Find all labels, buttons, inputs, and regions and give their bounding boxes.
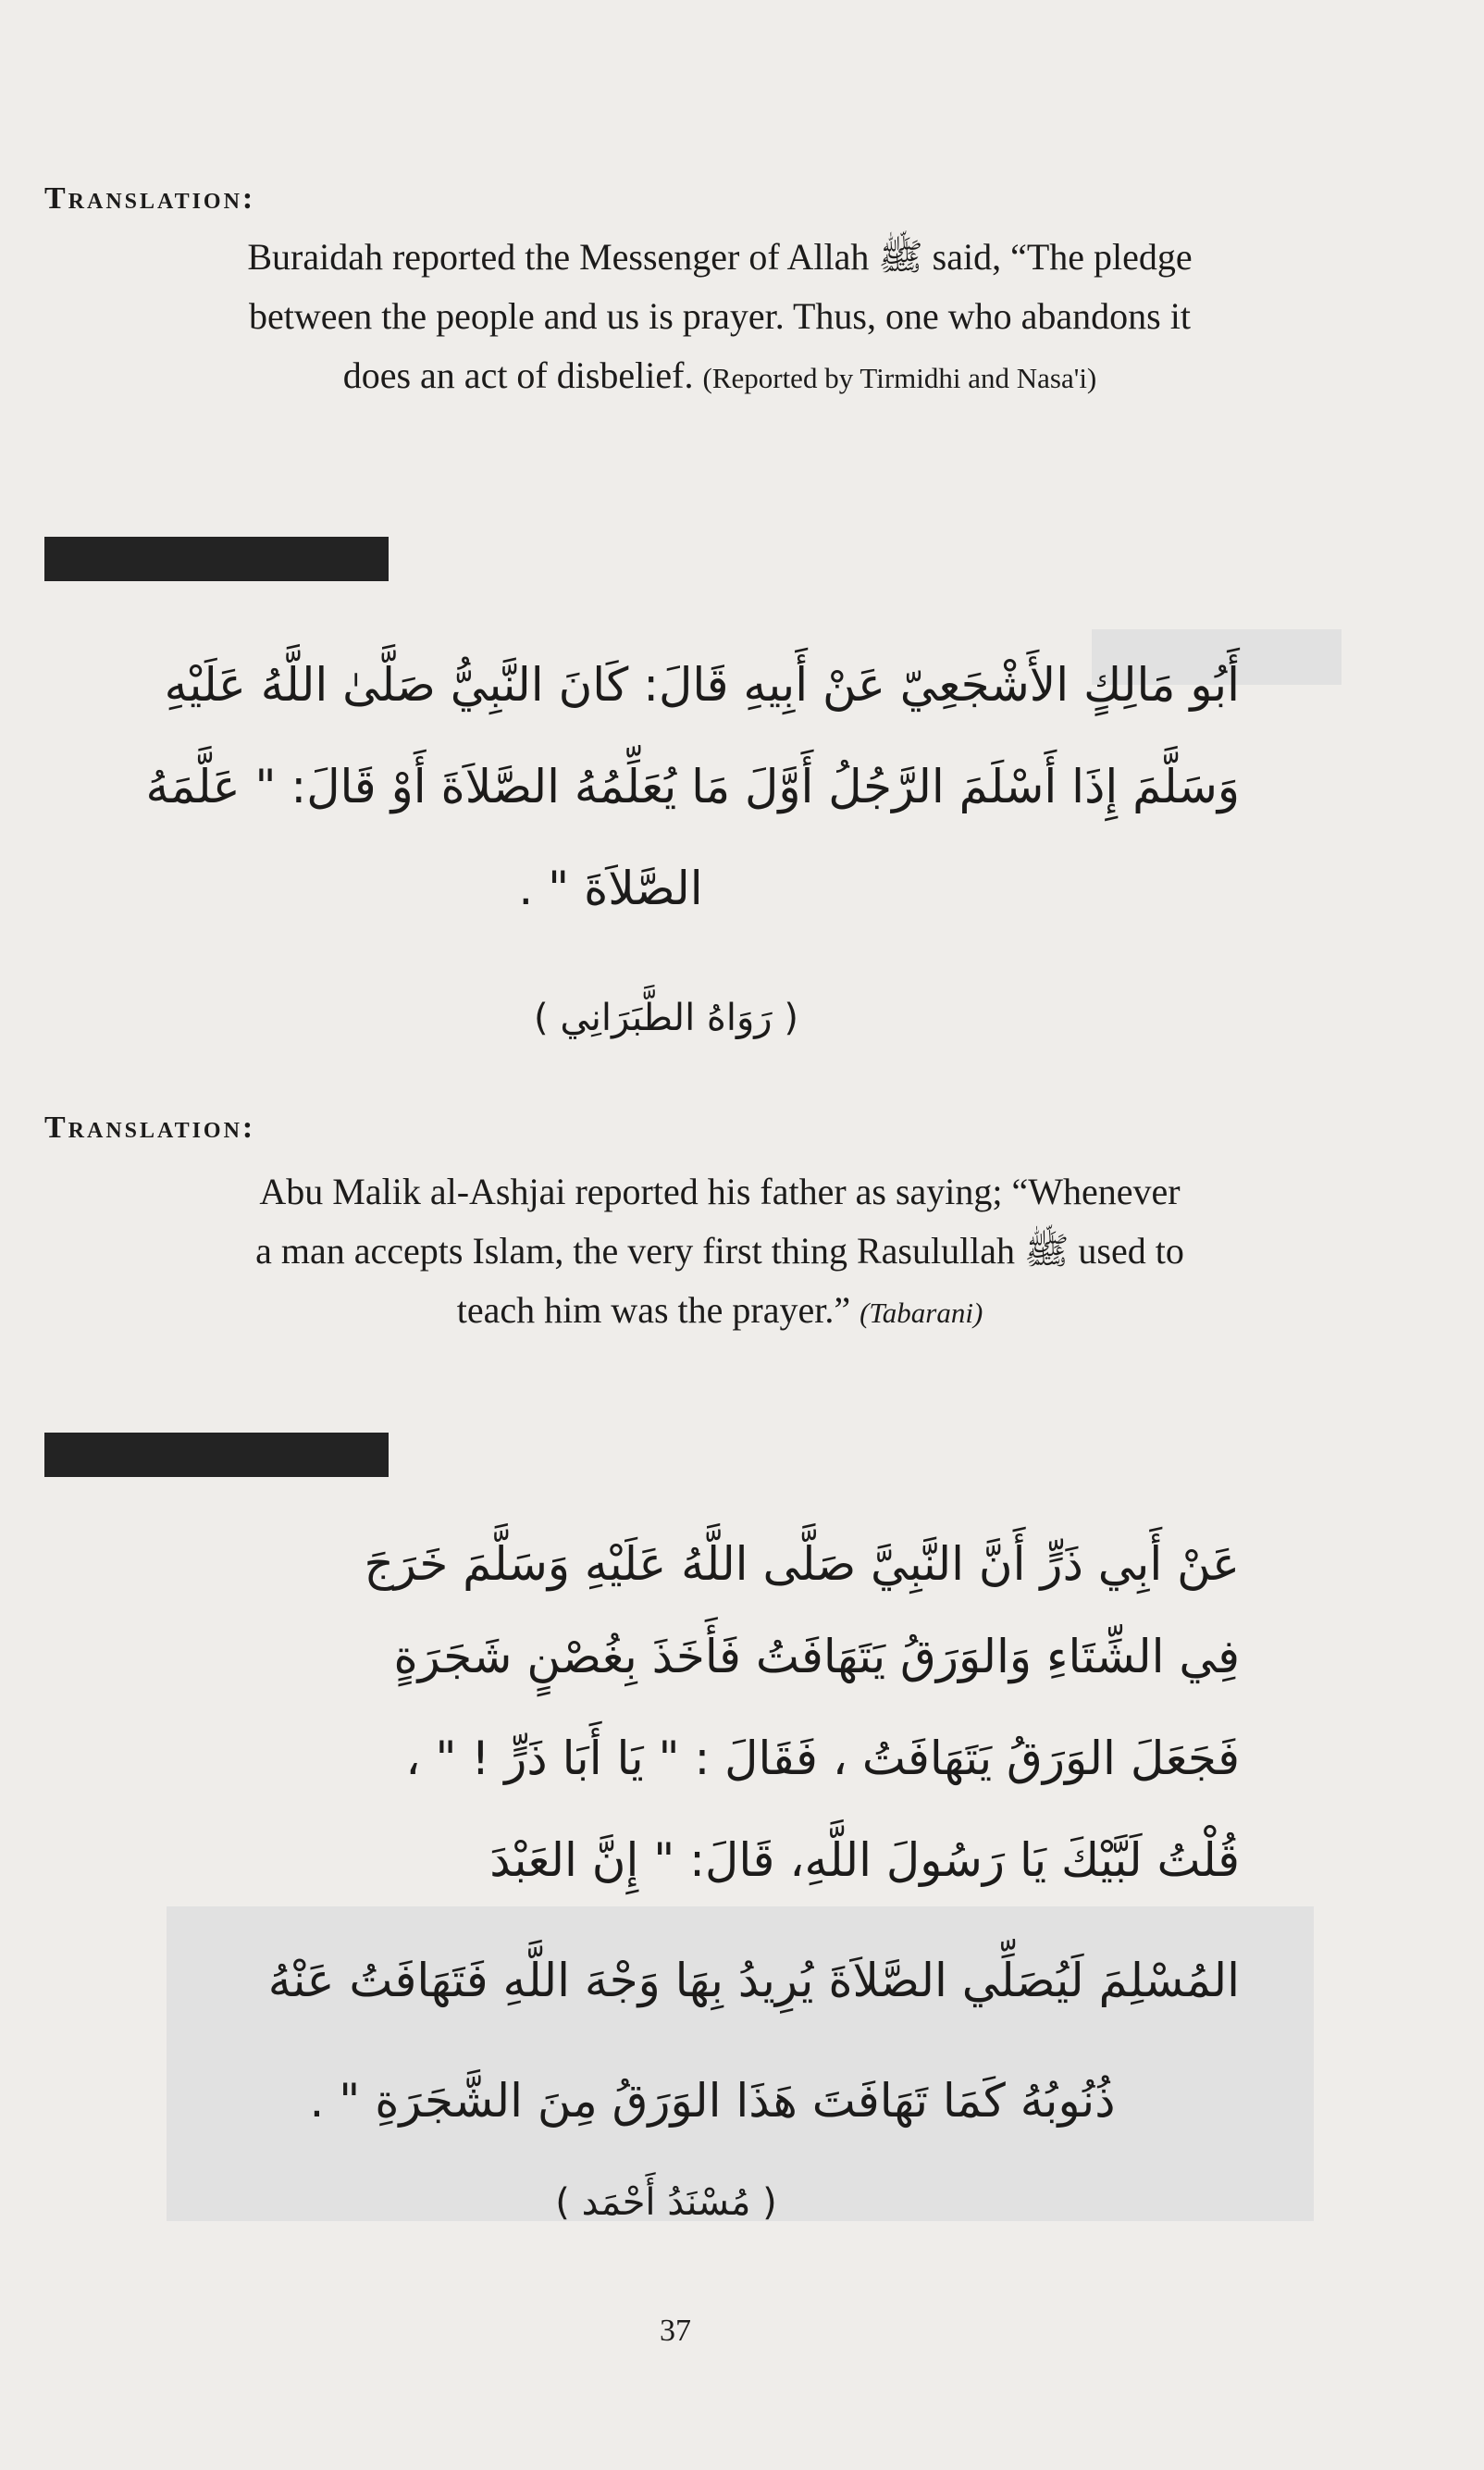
text-span: said, “The pledge bbox=[932, 236, 1193, 278]
arabic-line: فَجَعَلَ الوَرَقُ يَتَهَافَتُ ، فَقَالَ : " يَا أَبَا ذَرٍّ ! " ، bbox=[405, 1731, 1240, 1785]
arabic-line: المُسْلِمَ لَيُصَلِّي الصَّلاَةَ يُرِيدُ بِهَا وَجْهَ اللَّهِ فَتَهَافَتُ عَنْهُ bbox=[267, 1954, 1240, 2007]
page-number: 37 bbox=[660, 2314, 691, 2348]
translation-heading: Translation: bbox=[44, 181, 256, 216]
reference: (Reported by Tirmidhi and Nasa'i) bbox=[702, 362, 1097, 394]
redaction-bar bbox=[44, 537, 389, 581]
text-span: a man accepts Islam, the very first thing Rasulullah bbox=[255, 1230, 1016, 1272]
translation-heading: Translation: bbox=[44, 1111, 256, 1145]
arabic-line: وَسَلَّمَ إِذَا أَسْلَمَ الرَّجُلُ أَوَّلَ مَا يُعَلِّمُهُ الصَّلاَةَ أَوْ قَالَ: " عَلَّمَهُ bbox=[145, 760, 1240, 813]
arabic-line: أَبُو مَالِكٍ الأَشْجَعِيّ عَنْ أَبِيهِ قَالَ: كَانَ النَّبِيُّ صَلَّىٰ اللَّهُ عَلَيْهِ bbox=[164, 658, 1240, 712]
translation-line: Abu Malik al-Ashjai reported his father as saying; “Whenever bbox=[259, 1171, 1181, 1212]
salutation-glyph: ﷺ bbox=[878, 236, 923, 278]
translation-line: between the people and us is prayer. Thus, one who abandons it bbox=[249, 295, 1191, 337]
arabic-source: ( رَوَاهُ الطَّبَرَانِي ) bbox=[534, 997, 798, 1039]
arabic-source: ( مُسْنَدُ أَحْمَد ) bbox=[555, 2181, 777, 2224]
translation-line bbox=[44, 228, 1395, 287]
text-span: does an act of disbelief. bbox=[342, 354, 694, 396]
text-span: used to bbox=[1078, 1230, 1184, 1272]
text-span: Buraidah reported the Messenger of Allah bbox=[247, 236, 870, 278]
text-span: teach him was the prayer.” bbox=[456, 1289, 851, 1331]
translation-line bbox=[44, 1281, 1395, 1343]
translation-line bbox=[44, 1222, 1395, 1281]
arabic-line: قُلْتُ لَبَّيْكَ يَا رَسُولَ اللَّهِ، قَالَ: " إِنَّ العَبْدَ bbox=[489, 1833, 1240, 1887]
translation-line bbox=[44, 346, 1395, 408]
reference: (Tabarani) bbox=[859, 1297, 983, 1329]
translation-paragraph bbox=[44, 1162, 1395, 1343]
arabic-line: الصَّلاَةَ " . bbox=[518, 862, 703, 915]
translation-paragraph bbox=[44, 228, 1395, 408]
salutation-glyph: ﷺ bbox=[1024, 1230, 1070, 1272]
arabic-line: فِي الشِّتَاءِ وَالوَرَقُ يَتَهَافَتُ فَأَخَذَ بِغُصْنٍ شَجَرَةٍ bbox=[393, 1630, 1240, 1683]
arabic-line: عَنْ أَبِي ذَرٍّ أَنَّ النَّبِيَّ صَلَّى اللَّهُ عَلَيْهِ وَسَلَّمَ خَرَجَ bbox=[364, 1537, 1240, 1591]
redaction-bar bbox=[44, 1433, 389, 1477]
arabic-line: ذُنُوبُهُ كَمَا تَهَافَتَ هَذَا الوَرَقُ مِنَ الشَّجَرَةِ " . bbox=[309, 2074, 1116, 2128]
